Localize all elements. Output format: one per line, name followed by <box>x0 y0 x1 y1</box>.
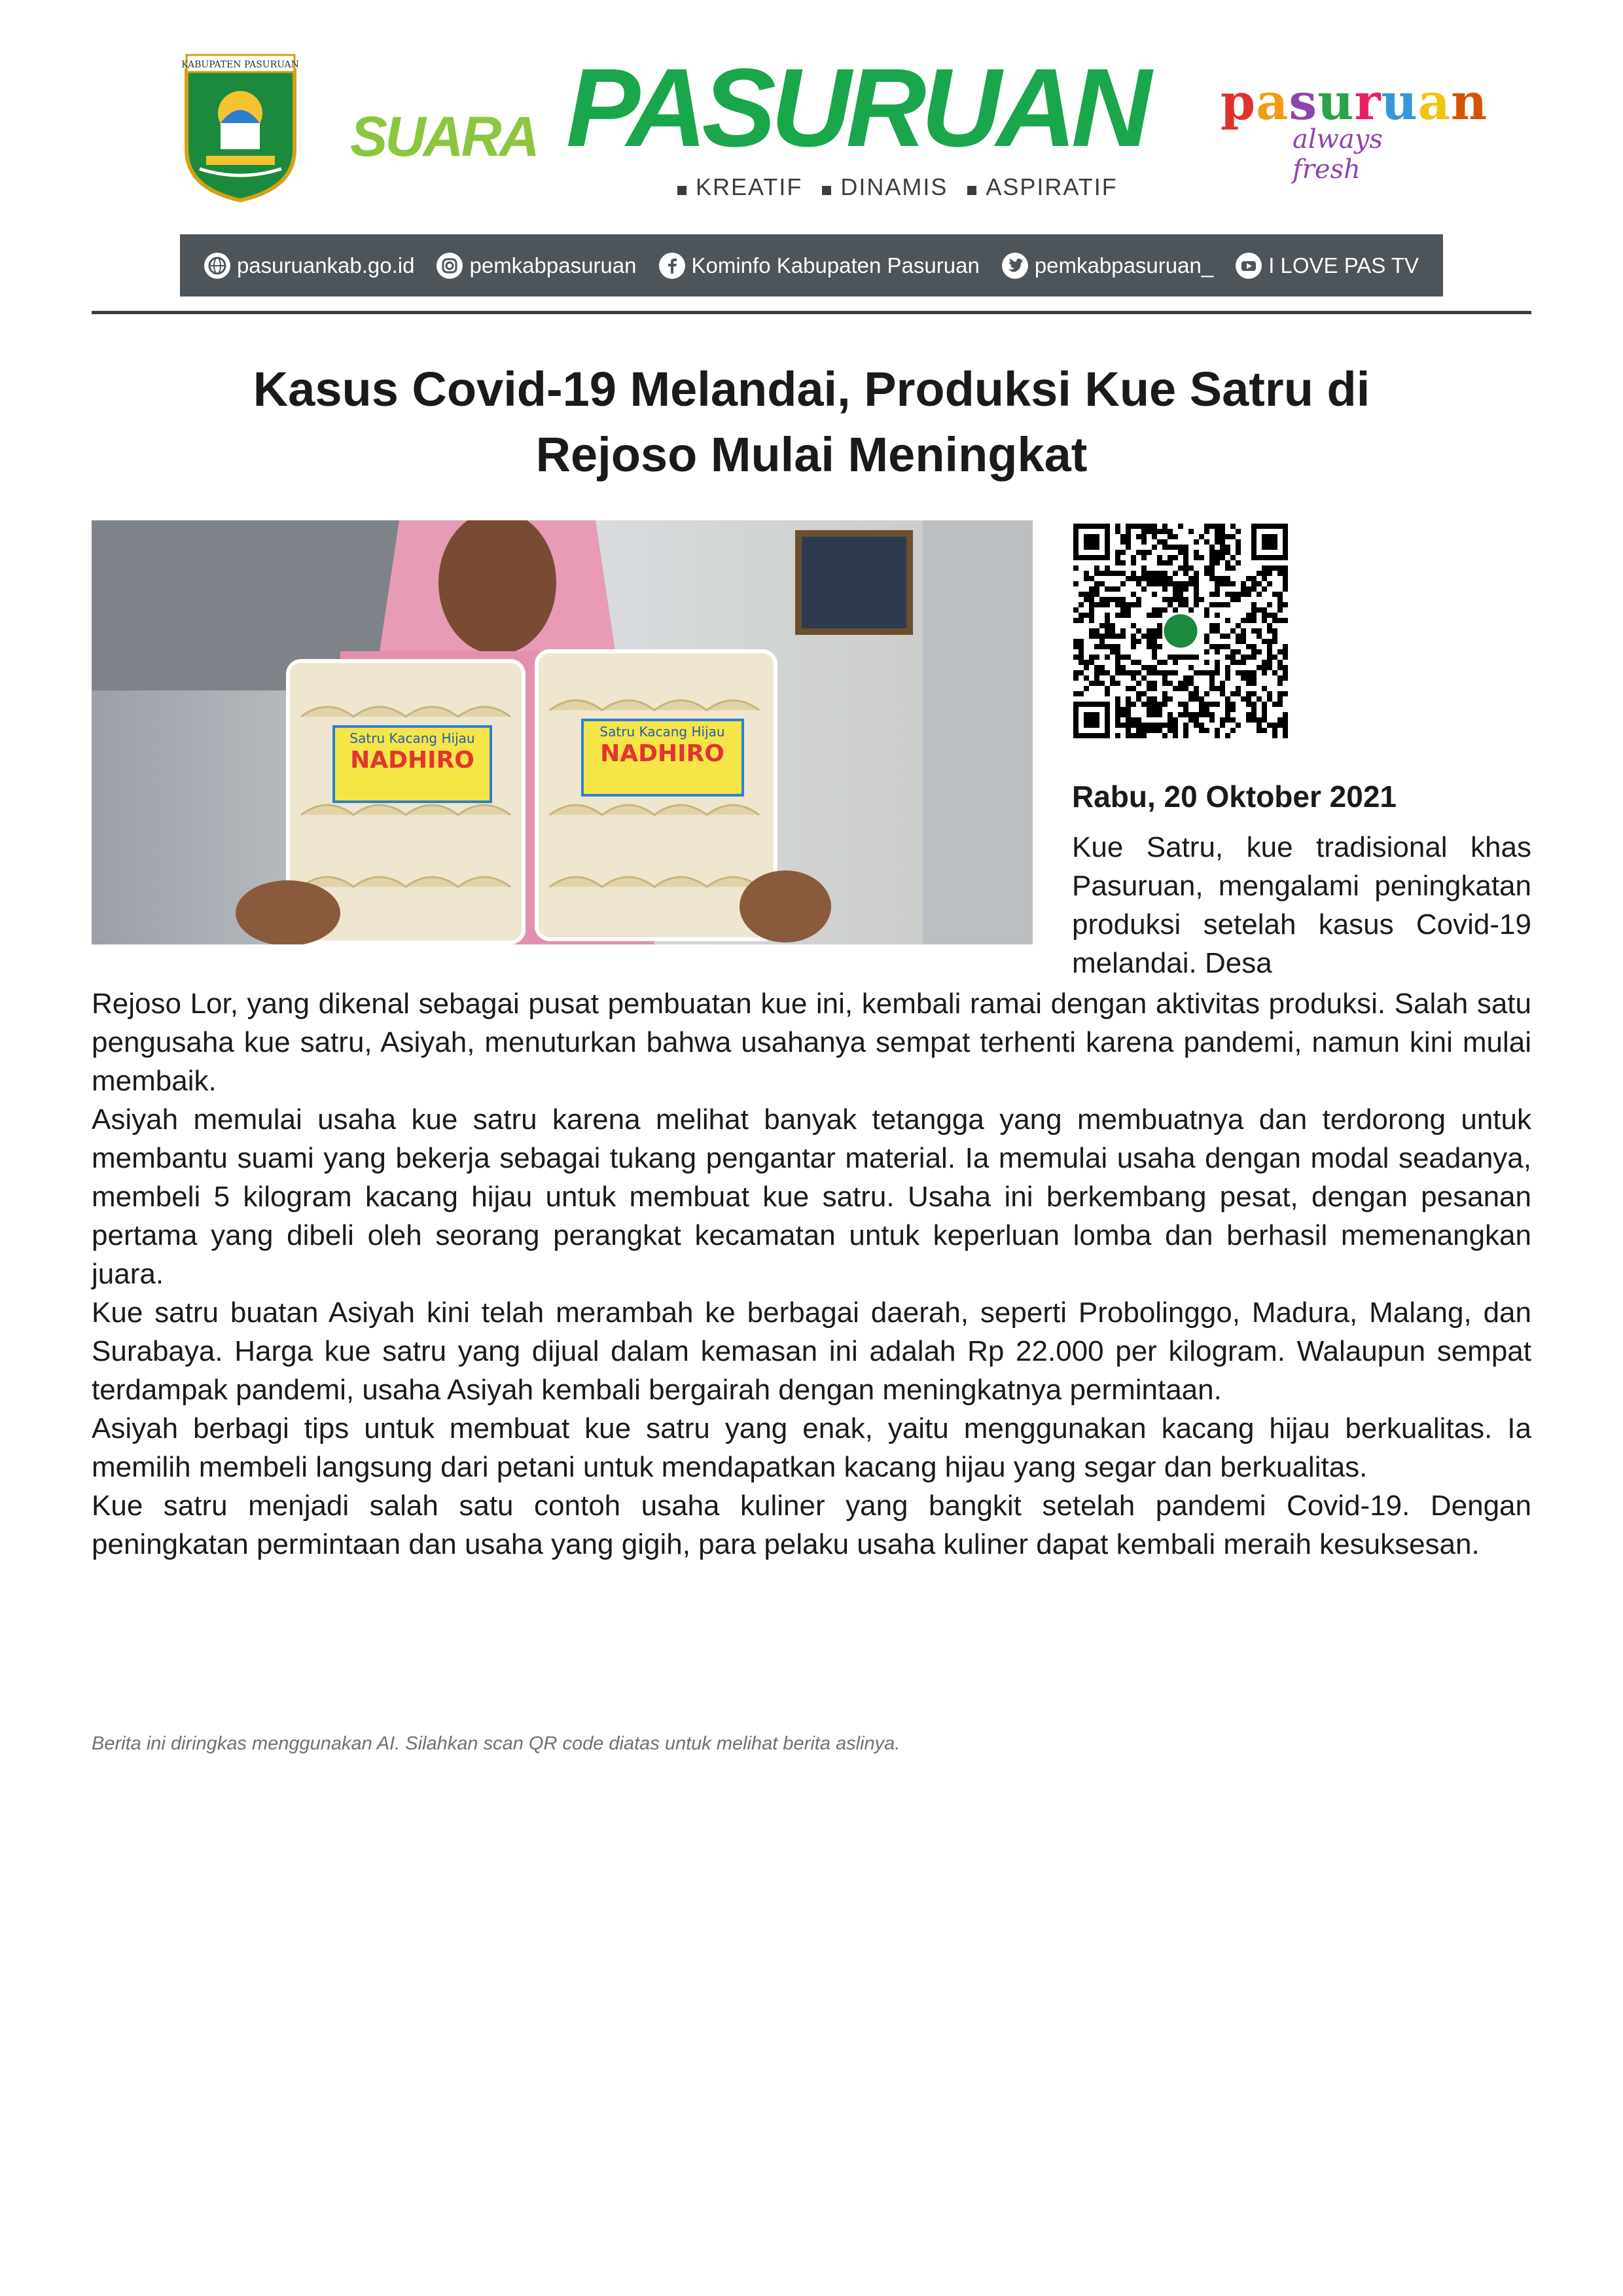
article-lead-paragraph: Kue Satru, kue tradisional khas Pasuruan, mengalami peningkatan produksi setelah kasus Covid-19 melandai. Desa <box>1072 831 1531 979</box>
tourism-word: pasuruan <box>1221 73 1488 131</box>
social-link-youtube[interactable] <box>1236 253 1419 279</box>
article-paragraph: Kue satru menjadi salah satu contoh usaha kuliner yang bangkit setelah pandemi Covid-19. Dengan peningkatan permintaan dan usaha yang gigih, para pelaku usaha kuliner dapat kembali meraih kesuksesan. <box>92 1490 1531 1560</box>
package-brand: NADHIRO <box>600 740 724 767</box>
article-date: Rabu, 20 Oktober 2021 <box>1072 780 1397 814</box>
social-label: Kominfo Kabupaten Pasuruan <box>691 253 980 278</box>
social-label: pemkabpasuruan_ <box>1034 253 1214 278</box>
crest-label: KABUPATEN PASURUAN <box>181 60 299 70</box>
brand-pasuruan-text: PASURUAN <box>566 46 1147 170</box>
social-link-website[interactable] <box>204 253 415 279</box>
article-paragraph: Asiyah berbagi tips untuk membuat kue satru yang enak, yaitu menggunakan kacang hijau berkualitas. Ia memilih membeli langsung dari petani untuk mendapatkan kacang hijau yang segar dan berkualitas. <box>92 1412 1531 1483</box>
brand-suara-text: SUARA <box>350 105 537 168</box>
social-media-bar <box>180 234 1443 296</box>
article-title-line: Rejoso Mulai Meningkat <box>535 427 1088 482</box>
brand-tagline <box>677 173 1118 201</box>
package-brand: NADHIRO <box>350 747 474 774</box>
social-link-facebook[interactable] <box>659 253 980 279</box>
article-title-line: Kasus Covid-19 Melandai, Produksi Kue Satru di <box>253 362 1370 416</box>
instagram-icon <box>437 253 463 279</box>
kabupaten-crest-logo <box>180 51 301 203</box>
article-paragraph: Kue satru buatan Asiyah kini telah merambah ke berbagai daerah, seperti Probolinggo, Madura, Malang, dan Surabaya. Harga kue satru yang dijual dalam kemasan ini adalah Rp 22.000 per kilogram. Walaupun sempat terdampak pandemi, usaha Asiyah kembali bergairah dengan meningkatnya permintaan. <box>92 1297 1531 1406</box>
social-label: I LOVE PAS TV <box>1268 253 1419 278</box>
suara-pasuruan-brand <box>350 46 1168 209</box>
social-label: pemkabpasuruan <box>469 253 637 278</box>
facebook-icon <box>659 253 685 279</box>
globe-icon <box>204 253 230 279</box>
qr-code[interactable] <box>1073 524 1288 738</box>
youtube-icon <box>1236 253 1262 279</box>
article-body <box>92 984 1531 1564</box>
tagline-item: KREATIF <box>677 173 802 201</box>
package-label-top: Satru Kacang Hijau <box>349 730 475 746</box>
package-label-top: Satru Kacang Hijau <box>599 724 725 740</box>
header-divider <box>92 311 1531 314</box>
tagline-item: DINAMIS <box>822 173 948 201</box>
social-link-twitter[interactable] <box>1002 253 1213 279</box>
tourism-tagline: always fresh <box>1293 124 1383 185</box>
social-link-instagram[interactable] <box>437 253 636 279</box>
article-paragraph: Asiyah memulai usaha kue satru karena melihat banyak tetangga yang membuatnya dan terdorong untuk membantu suami yang bekerja sebagai tukang pengantar material. Ia memulai usaha dengan modal seadanya, membeli 5 kilogram kacang hijau untuk membuat kue satru. Usaha ini berkembang pesat, dengan pesanan pertama yang dibeli oleh seorang perangkat kecamatan untuk keperluan lomba dan berhasil memenangkan juara. <box>92 1103 1531 1290</box>
social-label: pasuruankab.go.id <box>236 253 415 278</box>
ai-summary-disclaimer: Berita ini diringkas menggunakan AI. Silahkan scan QR code diatas untuk melihat berita aslinya. <box>92 1733 901 1754</box>
twitter-icon <box>1002 253 1028 279</box>
article-photo <box>92 520 1033 944</box>
pasuruan-tourism-logo <box>1221 73 1488 185</box>
article-paragraph: Rejoso Lor, yang dikenal sebagai pusat pembuatan kue ini, kembali ramai dengan aktivitas produksi. Salah satu pengusaha kue satru, Asiyah, menuturkan bahwa usahanya sempat terhenti karena pandemi, namun kini mulai membaik. <box>92 988 1531 1097</box>
article-title <box>92 357 1531 488</box>
tagline-item: ASPIRATIF <box>967 173 1117 201</box>
